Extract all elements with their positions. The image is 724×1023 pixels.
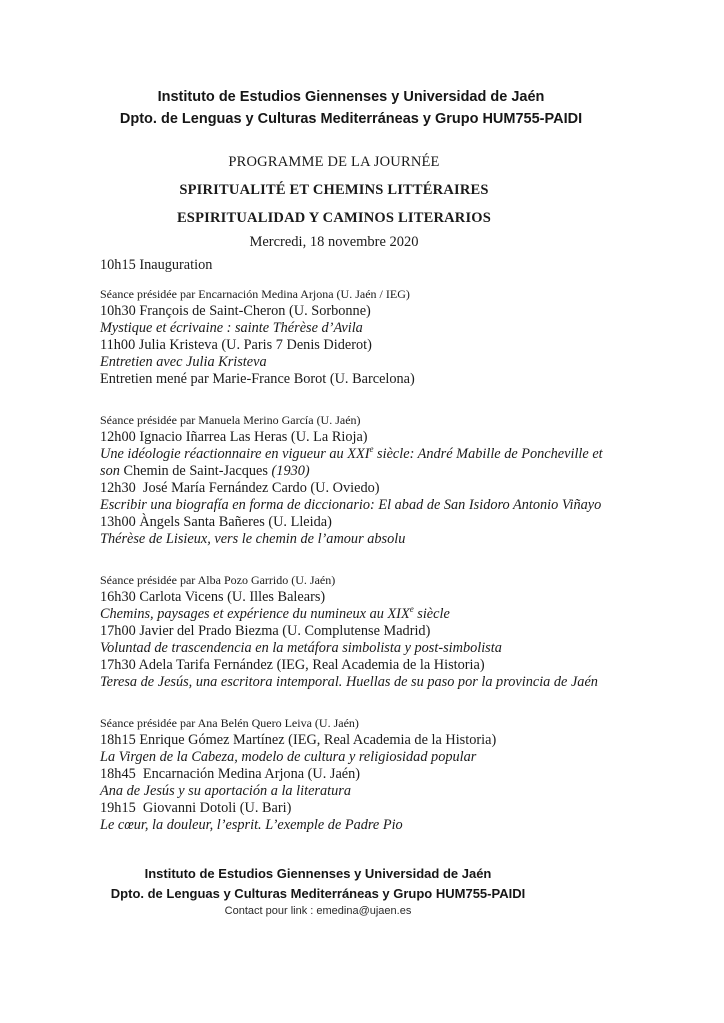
inauguration-line: 10h15 Inauguration — [100, 257, 213, 273]
session-chair: Séance présidée par Ana Belén Quero Leiva (U. Jaén) — [100, 716, 359, 730]
session-chair: Séance présidée par Alba Pozo Garrido (U. Jaén) — [100, 573, 336, 587]
speaker-line: 11h00 Julia Kristeva (U. Paris 7 Denis Diderot) — [100, 337, 372, 353]
talk-title-line: Ana de Jesús y su aportación a la literatura — [100, 783, 351, 799]
session-block — [100, 286, 638, 388]
sessions-container — [100, 286, 638, 834]
talk-title-line: Thérèse de Lisieux, vers le chemin de l’amour absolu — [100, 531, 406, 547]
talk-title-line: La Virgen de la Cabeza, modelo de cultura y religiosidad popular — [100, 749, 477, 765]
date-line: Mercredi, 18 novembre 2020 — [249, 234, 419, 250]
header-line1: Instituto de Estudios Giennenses y Universidad de Jaén — [157, 89, 545, 105]
speaker-line: 19h15 Giovanni Dotoli (U. Bari) — [100, 800, 292, 816]
title-programme: PROGRAMME DE LA JOURNÉE — [228, 154, 440, 170]
speaker-line: 12h30 José María Fernández Cardo (U. Oviedo) — [100, 480, 380, 496]
talk-title-line: Teresa de Jesús, una escritora intemporal. Huellas de su paso por la provincia de Jaén — [100, 674, 598, 690]
session-chair: Séance présidée par Encarnación Medina Arjona (U. Jaén / IEG) — [100, 287, 410, 301]
speaker-line: 13h00 Àngels Santa Bañeres (U. Lleida) — [100, 514, 332, 530]
speaker-line: 17h30 Adela Tarifa Fernández (IEG, Real Academia de la Historia) — [100, 657, 485, 673]
speaker-line: 16h30 Carlota Vicens (U. Illes Balears) — [100, 589, 326, 605]
session-block — [100, 572, 638, 691]
session-block — [100, 412, 638, 548]
doc-header — [100, 86, 638, 130]
speaker-line: Entretien mené par Marie-France Borot (U. Barcelona) — [100, 371, 415, 387]
talk-title-line: Une idéologie réactionnaire en vigueur au XXIe siècle: André Mabille de Poncheville et — [100, 444, 603, 462]
footer-line1: Instituto de Estudios Giennenses y Universidad de Jaén — [144, 866, 492, 881]
title-spanish: ESPIRITUALIDAD Y CAMINOS LITERARIOS — [176, 210, 492, 226]
speaker-line: 12h00 Ignacio Iñarrea Las Heras (U. La Rioja) — [100, 429, 368, 445]
session-chair: Séance présidée par Manuela Merino García (U. Jaén) — [100, 413, 361, 427]
doc-footer — [100, 864, 638, 918]
header-line2: Dpto. de Lenguas y Culturas Mediterráneas y Grupo HUM755-PAIDI — [119, 111, 583, 127]
footer-line2: Dpto. de Lenguas y Culturas Mediterráneas y Grupo HUM755-PAIDI — [110, 886, 526, 901]
contact-line: Contact pour link : emedina@ujaen.es — [224, 905, 412, 917]
document-content — [100, 0, 638, 918]
talk-title-line: son Chemin de Saint-Jacques (1930) — [100, 463, 310, 479]
talk-title-line: Le cœur, la douleur, l’esprit. L’exemple de Padre Pio — [100, 817, 403, 833]
talk-title-line: Escribir una biografía en forma de diccionario: El abad de San Isidoro Antonio Viñayo — [100, 497, 602, 513]
talk-title-line: Entretien avec Julia Kristeva — [100, 354, 267, 370]
title-block — [100, 153, 638, 251]
title-french: SPIRITUALITÉ ET CHEMINS LITTÉRAIRES — [179, 182, 489, 198]
talk-title-line: Mystique et écrivaine : sainte Thérèse d’Avila — [100, 320, 363, 336]
talk-title-line: Voluntad de trascendencia en la metáfora simbolista y post-simbolista — [100, 640, 502, 656]
talk-title-line: Chemins, paysages et expérience du numineux au XIXe siècle — [100, 604, 450, 622]
speaker-line: 18h15 Enrique Gómez Martínez (IEG, Real Academia de la Historia) — [100, 732, 497, 748]
session-block — [100, 715, 638, 834]
speaker-line: 18h45 Encarnación Medina Arjona (U. Jaén) — [100, 766, 361, 782]
speaker-line: 17h00 Javier del Prado Biezma (U. Complutense Madrid) — [100, 623, 431, 639]
speaker-line: 10h30 François de Saint-Cheron (U. Sorbonne) — [100, 303, 371, 319]
